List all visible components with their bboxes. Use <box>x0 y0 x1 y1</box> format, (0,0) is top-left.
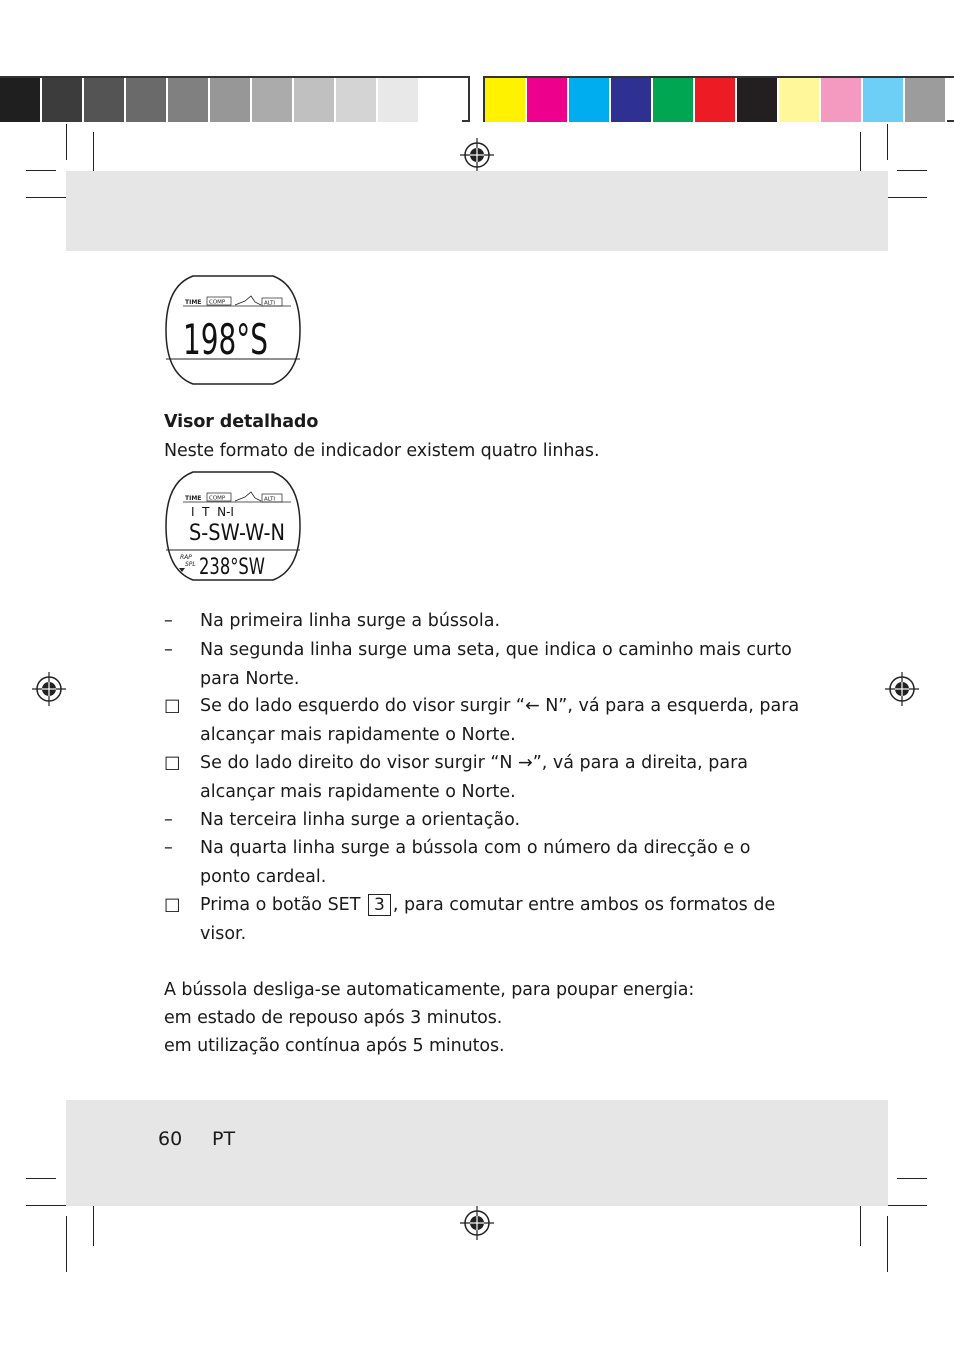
registration-mark-icon <box>460 138 494 172</box>
heading-readout: 198°S <box>183 315 268 364</box>
color-swatch <box>821 78 863 122</box>
auto-off-line-2: em estado de repouso após 3 minutos. <box>164 1008 503 1028</box>
list-item <box>164 636 804 693</box>
gray-swatch <box>210 78 252 122</box>
list-marker: □ <box>164 753 181 773</box>
set-key-reference: 3 <box>368 894 391 916</box>
list-item <box>164 806 804 835</box>
watch-display-detailed <box>163 468 303 584</box>
list-item <box>164 692 804 749</box>
gray-swatch <box>126 78 168 122</box>
alti-label: ALTI <box>264 300 276 307</box>
spl-label: SPL <box>185 561 196 568</box>
section-heading: Visor detalhado <box>164 412 319 432</box>
list-item <box>164 607 804 636</box>
list-marker: – <box>164 838 173 858</box>
page-number: 60 <box>158 1128 183 1150</box>
gray-swatch <box>252 78 294 122</box>
set-text-before: Prima o botão SET <box>200 895 366 915</box>
crop-mark <box>887 1216 888 1272</box>
time-label: TIME <box>185 495 202 502</box>
registration-mark-icon <box>460 1206 494 1240</box>
gray-swatch <box>336 78 378 122</box>
process-color-bar <box>485 78 947 122</box>
gray-swatch <box>0 78 42 122</box>
language-code: PT <box>212 1128 236 1150</box>
watch-display-compass <box>163 272 303 388</box>
time-label: TIME <box>185 299 202 306</box>
registration-mark-icon <box>885 672 919 706</box>
compass-line-4: 238°SW <box>199 555 266 580</box>
list-item-text: Na primeira linha surge a bússola. <box>200 611 501 631</box>
rap-label: RAP <box>180 554 192 561</box>
crop-mark <box>66 1216 67 1272</box>
comp-label: COMP <box>209 495 226 502</box>
color-swatch <box>737 78 779 122</box>
list-marker: – <box>164 640 173 660</box>
list-item-text <box>200 891 804 948</box>
color-swatch <box>905 78 947 122</box>
gray-swatch <box>42 78 84 122</box>
list-item <box>164 834 804 891</box>
crop-mark <box>897 1178 927 1179</box>
gray-swatch <box>378 78 420 122</box>
color-swatch <box>779 78 821 122</box>
alti-label: ALTI <box>264 496 276 503</box>
comp-label: COMP <box>209 299 226 306</box>
list-item-text: Se do lado esquerdo do visor surgir “← N”, vá para a esquerda, para alcançar mais rapidamente o Norte. <box>200 696 800 745</box>
list-marker: □ <box>164 696 181 716</box>
list-item-text: Se do lado direito do visor surgir “N →”, vá para a direita, para alcançar mais rapidamente o Norte. <box>200 753 749 802</box>
color-swatch <box>653 78 695 122</box>
set-text-after: , para comutar entre ambos os formatos de visor. <box>200 895 776 944</box>
color-swatch <box>569 78 611 122</box>
list-marker: □ <box>164 895 181 915</box>
color-swatch <box>695 78 737 122</box>
compass-line-1: I T N-I <box>191 505 234 519</box>
color-swatch <box>863 78 905 122</box>
registration-mark-icon <box>32 672 66 706</box>
color-swatch <box>611 78 653 122</box>
auto-off-line-1: A bússola desliga-se automaticamente, para poupar energia: <box>164 980 695 1000</box>
crop-mark <box>26 1178 56 1179</box>
color-swatch <box>485 78 527 122</box>
list-item-set-button <box>164 891 804 948</box>
gray-swatch <box>420 78 462 122</box>
gray-swatch <box>168 78 210 122</box>
list-marker: – <box>164 810 173 830</box>
auto-off-line-3: em utilização contínua após 5 minutos. <box>164 1036 505 1056</box>
crop-mark <box>26 170 56 171</box>
section-intro: Neste formato de indicador existem quatro linhas. <box>164 441 600 461</box>
list-item-text: Na quarta linha surge a bússola com o número da direcção e o ponto cardeal. <box>200 838 751 887</box>
footer-band <box>66 1100 888 1206</box>
crop-mark <box>897 170 927 171</box>
list-item-text: Na terceira linha surge a orientação. <box>200 810 521 830</box>
color-swatch <box>527 78 569 122</box>
gray-scale-bar <box>0 78 462 122</box>
crop-mark <box>66 124 67 160</box>
gray-swatch <box>84 78 126 122</box>
list-item <box>164 749 804 806</box>
compass-line-2: S-SW-W-N <box>189 521 285 546</box>
list-marker: – <box>164 611 173 631</box>
list-item-text: Na segunda linha surge uma seta, que indica o caminho mais curto para Norte. <box>200 640 792 689</box>
header-band <box>66 171 888 251</box>
crop-mark <box>887 124 888 160</box>
gray-swatch <box>294 78 336 122</box>
